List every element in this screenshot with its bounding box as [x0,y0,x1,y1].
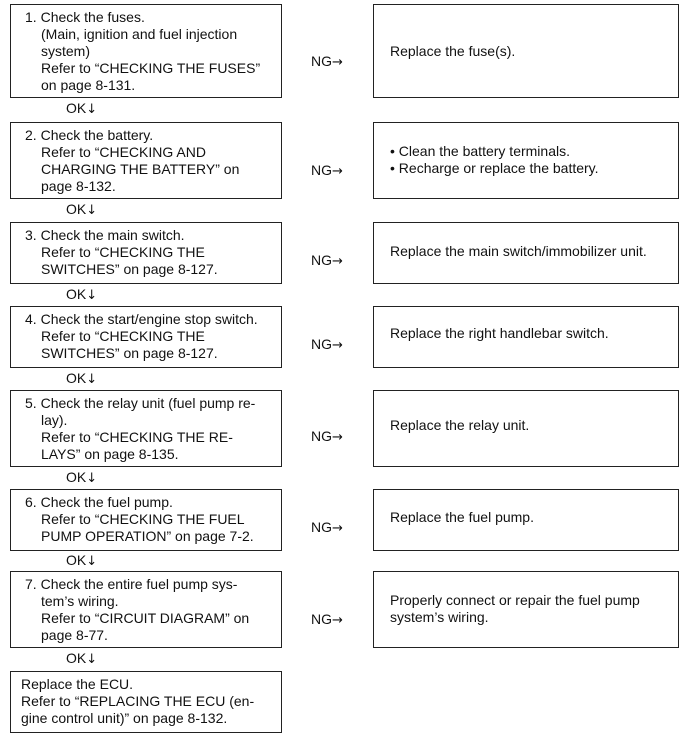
ng-label-6: NG→ [311,519,343,536]
step-2-line-2: Refer to “CHECKING AND [41,144,206,160]
down-arrow-icon: ↓ [86,203,98,218]
step-6-box [10,489,282,551]
down-arrow-icon: ↓ [86,102,98,117]
down-arrow-icon: ↓ [86,652,98,667]
step-3-line-3: SWITCHES” on page 8-127. [41,261,218,277]
step-2-line-3: CHARGING THE BATTERY” on [41,161,240,177]
step-1-line-2: (Main, ignition and fuel injection [41,26,238,42]
step-2-box [10,122,282,199]
action-7-line-2: system’s wiring. [390,609,489,625]
step-5-line-2: lay). [41,412,68,428]
ng-label-4: NG→ [311,336,343,353]
right-arrow-icon: → [332,430,343,445]
step-5-line-1: 5. Check the relay unit (fuel pump re- [25,395,256,411]
ok-label-4: OK↓ [66,370,98,387]
action-1-box [373,4,679,98]
right-arrow-icon: → [332,55,343,70]
step-6-line-2: Refer to “CHECKING THE FUEL [41,511,245,527]
right-arrow-icon: → [332,338,343,353]
action-7-line-1: Properly connect or repair the fuel pump [390,592,640,608]
down-arrow-icon: ↓ [86,471,98,486]
down-arrow-icon: ↓ [86,372,98,387]
step-3-box [10,222,282,284]
step-5-box [10,390,282,467]
action-2-bullet-1: • Clean the battery terminals. [390,143,570,159]
action-5-line-1: Replace the relay unit. [390,417,530,433]
ng-label-1: NG→ [311,53,343,70]
right-arrow-icon: → [332,164,343,179]
step-7-line-1: 7. Check the entire fuel pump sys- [25,576,238,592]
action-3-box [373,222,679,284]
final-step-box [10,671,282,733]
step-2-line-1: 2. Check the battery. [25,127,154,143]
action-2-bullet-2: • Recharge or replace the battery. [390,160,599,176]
step-7-box [10,571,282,648]
ok-label-2: OK↓ [66,201,98,218]
right-arrow-icon: → [332,254,343,269]
down-arrow-icon: ↓ [86,554,98,569]
step-1-line-5: on page 8-131. [41,77,136,93]
step-4-line-2: Refer to “CHECKING THE [41,328,205,344]
action-4-box [373,306,679,368]
ok-label-1: OK↓ [66,100,98,117]
ok-label-6: OK↓ [66,552,98,569]
final-line-3: gine control unit)” on page 8-132. [21,710,228,726]
step-4-box [10,306,282,368]
step-1-box [10,4,282,98]
action-3-line-1: Replace the main switch/immobilizer unit. [390,243,647,259]
step-5-line-4: LAYS” on page 8-135. [41,446,179,462]
action-1-line-1: Replace the fuse(s). [390,43,516,59]
step-3-line-2: Refer to “CHECKING THE [41,244,205,260]
step-1-line-4: Refer to “CHECKING THE FUSES” [41,60,261,76]
step-7-line-3: Refer to “CIRCUIT DIAGRAM” on [41,610,250,626]
down-arrow-icon: ↓ [86,288,98,303]
action-4-line-1: Replace the right handlebar switch. [390,325,609,341]
ng-label-5: NG→ [311,428,343,445]
ok-label-3: OK↓ [66,286,98,303]
step-5-line-3: Refer to “CHECKING THE RE- [41,429,233,445]
final-line-1: Replace the ECU. [21,676,134,692]
right-arrow-icon: → [332,521,343,536]
final-line-2: Refer to “REPLACING THE ECU (en- [21,693,255,709]
step-1-line-3: system) [41,43,90,59]
action-5-box [373,390,679,467]
step-7-line-2: tem’s wiring. [41,593,119,609]
step-7-line-4: page 8-77. [41,627,108,643]
step-4-line-1: 4. Check the start/engine stop switch. [25,311,258,327]
action-2-box [373,122,679,199]
action-2-bullet-list [390,143,678,177]
step-1-line-1: 1. Check the fuses. [25,9,145,25]
step-2-line-4: page 8-132. [41,178,116,194]
action-6-line-1: Replace the fuel pump. [390,509,534,525]
step-3-line-1: 3. Check the main switch. [25,227,185,243]
step-4-line-3: SWITCHES” on page 8-127. [41,345,218,361]
step-6-line-1: 6. Check the fuel pump. [25,494,173,510]
ng-label-3: NG→ [311,252,343,269]
ok-label-7: OK↓ [66,650,98,667]
right-arrow-icon: → [332,613,343,628]
ng-label-7: NG→ [311,611,343,628]
action-6-box [373,489,679,551]
step-6-line-3: PUMP OPERATION” on page 7-2. [41,528,254,544]
ok-label-5: OK↓ [66,469,98,486]
action-7-box [373,571,679,648]
ng-label-2: NG→ [311,162,343,179]
